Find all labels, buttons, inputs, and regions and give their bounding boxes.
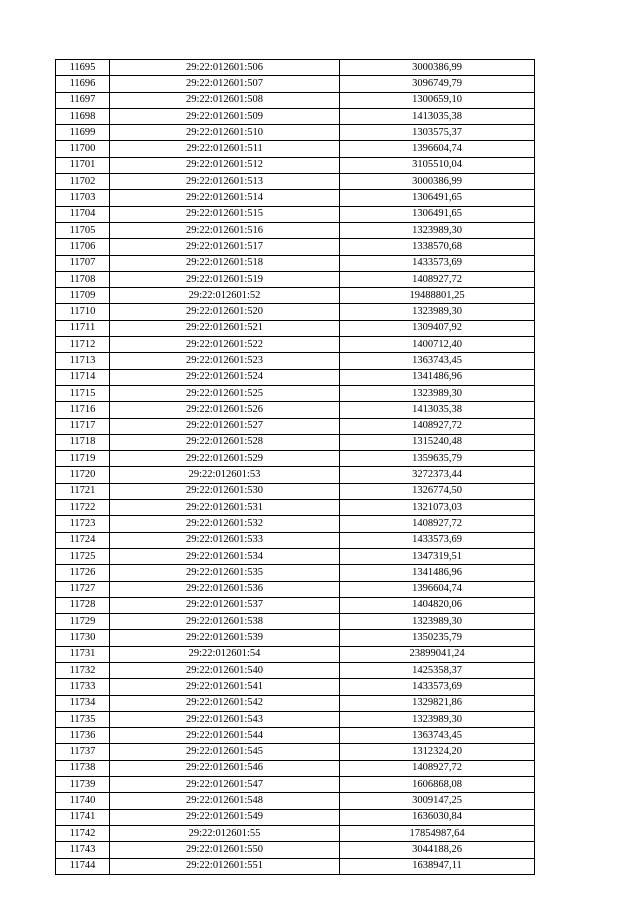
cadastral-number-cell: 29:22:012601:515 [110,206,340,222]
value-cell: 1396604,74 [340,581,535,597]
cadastral-number-cell: 29:22:012601:507 [110,76,340,92]
row-number-cell: 11707 [56,255,110,271]
row-number-cell: 11716 [56,402,110,418]
table-row [56,548,535,564]
table-row [56,760,535,776]
value-cell: 1323989,30 [340,304,535,320]
value-cell: 1408927,72 [340,516,535,532]
cadastral-number-cell: 29:22:012601:520 [110,304,340,320]
value-cell: 1433573,69 [340,532,535,548]
row-number-cell: 11726 [56,565,110,581]
cadastral-number-cell: 29:22:012601:516 [110,222,340,238]
cadastral-number-cell: 29:22:012601:529 [110,451,340,467]
value-cell: 1425358,37 [340,662,535,678]
row-number-cell: 11719 [56,451,110,467]
row-number-cell: 11730 [56,630,110,646]
row-number-cell: 11696 [56,76,110,92]
row-number-cell: 11741 [56,809,110,825]
row-number-cell: 11722 [56,500,110,516]
row-number-cell: 11729 [56,614,110,630]
row-number-cell: 11728 [56,597,110,613]
cadastral-number-cell: 29:22:012601:518 [110,255,340,271]
table-row [56,418,535,434]
table-row [56,369,535,385]
row-number-cell: 11697 [56,92,110,108]
row-number-cell: 11708 [56,271,110,287]
cadastral-number-cell: 29:22:012601:538 [110,614,340,630]
cadastral-number-cell: 29:22:012601:549 [110,809,340,825]
row-number-cell: 11744 [56,858,110,874]
cadastral-number-cell: 29:22:012601:513 [110,174,340,190]
cadastral-number-cell: 29:22:012601:536 [110,581,340,597]
value-cell: 1347319,51 [340,548,535,564]
table-row [56,467,535,483]
table-row [56,385,535,401]
cadastral-number-cell: 29:22:012601:530 [110,483,340,499]
cadastral-number-cell: 29:22:012601:548 [110,793,340,809]
cadastral-number-cell: 29:22:012601:510 [110,125,340,141]
row-number-cell: 11699 [56,125,110,141]
table-row [56,516,535,532]
cadastral-number-cell: 29:22:012601:531 [110,500,340,516]
value-cell: 1413035,38 [340,108,535,124]
cadastral-number-cell: 29:22:012601:545 [110,744,340,760]
row-number-cell: 11705 [56,222,110,238]
table-row [56,614,535,630]
cadastral-number-cell: 29:22:012601:526 [110,402,340,418]
cadastral-number-cell: 29:22:012601:532 [110,516,340,532]
value-cell: 1323989,30 [340,222,535,238]
row-number-cell: 11717 [56,418,110,434]
row-number-cell: 11740 [56,793,110,809]
table-row [56,565,535,581]
table-row [56,728,535,744]
value-cell: 1404820,06 [340,597,535,613]
table-row [56,581,535,597]
table-row [56,646,535,662]
row-number-cell: 11702 [56,174,110,190]
cadastral-number-cell: 29:22:012601:541 [110,679,340,695]
value-cell: 3044188,26 [340,842,535,858]
value-cell: 3105510,04 [340,157,535,173]
table-row [56,206,535,222]
table-row [56,239,535,255]
table-row [56,679,535,695]
row-number-cell: 11704 [56,206,110,222]
row-number-cell: 11700 [56,141,110,157]
table-row [56,532,535,548]
value-cell: 1636030,84 [340,809,535,825]
table-row [56,402,535,418]
table-row [56,662,535,678]
value-cell: 1303575,37 [340,125,535,141]
value-cell: 1323989,30 [340,385,535,401]
value-cell: 19488801,25 [340,288,535,304]
row-number-cell: 11695 [56,60,110,76]
value-cell: 3096749,79 [340,76,535,92]
row-number-cell: 11738 [56,760,110,776]
table-row [56,320,535,336]
table-row [56,157,535,173]
table-row [56,174,535,190]
row-number-cell: 11714 [56,369,110,385]
row-number-cell: 11711 [56,320,110,336]
row-number-cell: 11703 [56,190,110,206]
table-row [56,337,535,353]
table-row [56,500,535,516]
cadastral-number-cell: 29:22:012601:539 [110,630,340,646]
cadastral-number-cell: 29:22:012601:521 [110,320,340,336]
row-number-cell: 11742 [56,825,110,841]
cadastral-number-cell: 29:22:012601:524 [110,369,340,385]
row-number-cell: 11731 [56,646,110,662]
value-cell: 1638947,11 [340,858,535,874]
value-cell: 1363743,45 [340,353,535,369]
table-row [56,711,535,727]
value-cell: 1315240,48 [340,434,535,450]
value-cell: 1413035,38 [340,402,535,418]
cadastral-number-cell: 29:22:012601:546 [110,760,340,776]
row-number-cell: 11701 [56,157,110,173]
row-number-cell: 11735 [56,711,110,727]
value-cell: 1396604,74 [340,141,535,157]
data-table [55,59,535,875]
row-number-cell: 11743 [56,842,110,858]
row-number-cell: 11709 [56,288,110,304]
value-cell: 17854987,64 [340,825,535,841]
cadastral-number-cell: 29:22:012601:534 [110,548,340,564]
value-cell: 1359635,79 [340,451,535,467]
value-cell: 1363743,45 [340,728,535,744]
row-number-cell: 11725 [56,548,110,564]
table-row [56,60,535,76]
row-number-cell: 11732 [56,662,110,678]
cadastral-number-cell: 29:22:012601:527 [110,418,340,434]
value-cell: 1350235,79 [340,630,535,646]
table-row [56,858,535,874]
cadastral-number-cell: 29:22:012601:509 [110,108,340,124]
value-cell: 1433573,69 [340,255,535,271]
value-cell: 1312324,20 [340,744,535,760]
cadastral-number-cell: 29:22:012601:544 [110,728,340,744]
value-cell: 1433573,69 [340,679,535,695]
value-cell: 1400712,40 [340,337,535,353]
row-number-cell: 11715 [56,385,110,401]
table-row [56,695,535,711]
cadastral-number-cell: 29:22:012601:533 [110,532,340,548]
cadastral-number-cell: 29:22:012601:506 [110,60,340,76]
table-row [56,222,535,238]
value-cell: 23899041,24 [340,646,535,662]
value-cell: 1408927,72 [340,760,535,776]
value-cell: 1300659,10 [340,92,535,108]
value-cell: 3272373,44 [340,467,535,483]
value-cell: 1329821,86 [340,695,535,711]
table-row [56,271,535,287]
cadastral-number-cell: 29:22:012601:542 [110,695,340,711]
table-row [56,304,535,320]
value-cell: 1309407,92 [340,320,535,336]
cadastral-number-cell: 29:22:012601:517 [110,239,340,255]
table-row [56,842,535,858]
value-cell: 1408927,72 [340,271,535,287]
table-row [56,744,535,760]
value-cell: 1341486,96 [340,565,535,581]
row-number-cell: 11736 [56,728,110,744]
table-row [56,125,535,141]
table-row [56,483,535,499]
row-number-cell: 11727 [56,581,110,597]
table-row [56,451,535,467]
table-row [56,597,535,613]
cadastral-number-cell: 29:22:012601:547 [110,777,340,793]
table-row [56,793,535,809]
value-cell: 3009147,25 [340,793,535,809]
row-number-cell: 11723 [56,516,110,532]
cadastral-number-cell: 29:22:012601:52 [110,288,340,304]
table-row [56,108,535,124]
cadastral-number-cell: 29:22:012601:528 [110,434,340,450]
cadastral-number-cell: 29:22:012601:522 [110,337,340,353]
cadastral-number-cell: 29:22:012601:525 [110,385,340,401]
row-number-cell: 11724 [56,532,110,548]
row-number-cell: 11721 [56,483,110,499]
value-cell: 1306491,65 [340,190,535,206]
row-number-cell: 11706 [56,239,110,255]
value-cell: 3000386,99 [340,174,535,190]
table-body [56,60,535,875]
table-row [56,190,535,206]
table-row [56,255,535,271]
table-row [56,630,535,646]
value-cell: 3000386,99 [340,60,535,76]
table-row [56,777,535,793]
cadastral-number-cell: 29:22:012601:535 [110,565,340,581]
value-cell: 1606868,08 [340,777,535,793]
row-number-cell: 11720 [56,467,110,483]
row-number-cell: 11698 [56,108,110,124]
row-number-cell: 11733 [56,679,110,695]
cadastral-number-cell: 29:22:012601:514 [110,190,340,206]
cadastral-number-cell: 29:22:012601:550 [110,842,340,858]
cadastral-number-cell: 29:22:012601:511 [110,141,340,157]
cadastral-number-cell: 29:22:012601:508 [110,92,340,108]
table-row [56,434,535,450]
value-cell: 1326774,50 [340,483,535,499]
value-cell: 1321073,03 [340,500,535,516]
table-row [56,141,535,157]
row-number-cell: 11718 [56,434,110,450]
cadastral-number-cell: 29:22:012601:543 [110,711,340,727]
cadastral-number-cell: 29:22:012601:55 [110,825,340,841]
table-row [56,92,535,108]
value-cell: 1323989,30 [340,711,535,727]
table-row [56,353,535,369]
value-cell: 1338570,68 [340,239,535,255]
cadastral-number-cell: 29:22:012601:540 [110,662,340,678]
table-row [56,288,535,304]
cadastral-number-cell: 29:22:012601:512 [110,157,340,173]
row-number-cell: 11712 [56,337,110,353]
cadastral-number-cell: 29:22:012601:523 [110,353,340,369]
row-number-cell: 11737 [56,744,110,760]
cadastral-number-cell: 29:22:012601:551 [110,858,340,874]
table-row [56,809,535,825]
row-number-cell: 11739 [56,777,110,793]
cadastral-number-cell: 29:22:012601:519 [110,271,340,287]
value-cell: 1306491,65 [340,206,535,222]
cadastral-number-cell: 29:22:012601:537 [110,597,340,613]
value-cell: 1408927,72 [340,418,535,434]
cadastral-number-cell: 29:22:012601:54 [110,646,340,662]
table-row [56,76,535,92]
value-cell: 1341486,96 [340,369,535,385]
row-number-cell: 11734 [56,695,110,711]
row-number-cell: 11710 [56,304,110,320]
value-cell: 1323989,30 [340,614,535,630]
row-number-cell: 11713 [56,353,110,369]
table-row [56,825,535,841]
cadastral-number-cell: 29:22:012601:53 [110,467,340,483]
